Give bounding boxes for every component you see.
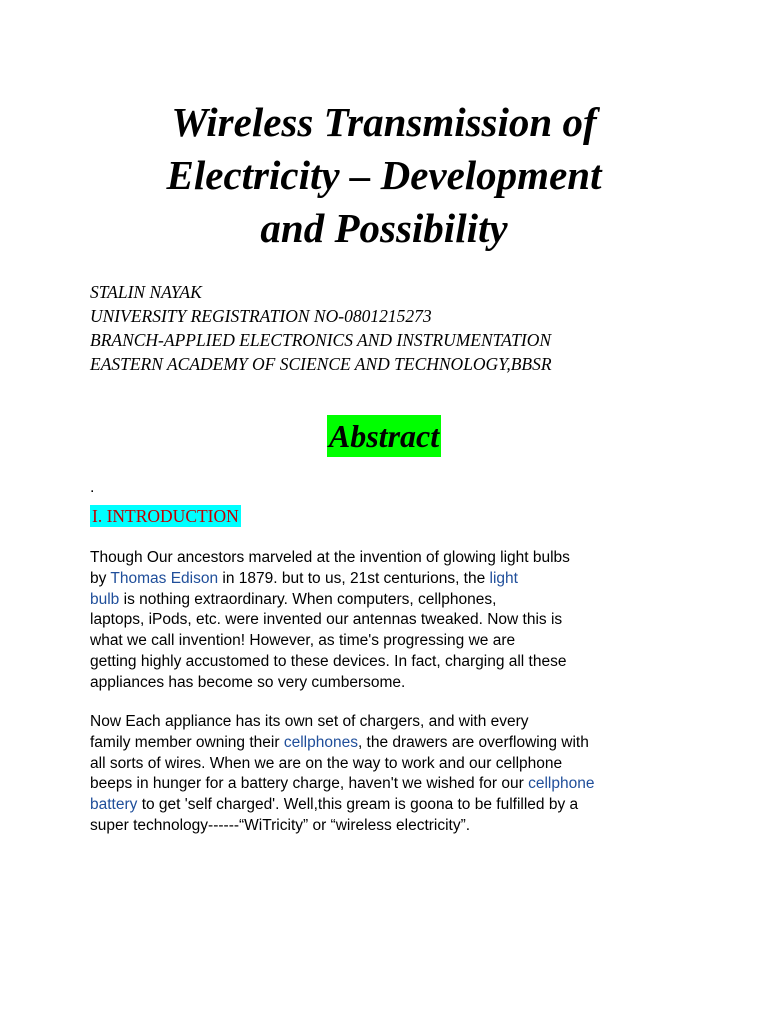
paragraph-1 xyxy=(90,548,680,694)
paragraph-line: laptops, iPods, etc. were invented our antennas tweaked. Now this is xyxy=(90,611,563,629)
abstract-heading-wrap xyxy=(0,415,768,457)
link-cellphone-battery-cont[interactable]: battery xyxy=(90,796,138,814)
section-heading-introduction: I. INTRODUCTION xyxy=(92,506,239,526)
paragraph-line: super technology------“WiTricity” or “wireless electricity”. xyxy=(90,816,471,834)
author-block xyxy=(90,280,552,376)
author-branch: BRANCH-APPLIED ELECTRONICS AND INSTRUMENTATION xyxy=(90,330,552,350)
paragraph-2 xyxy=(90,712,680,837)
paragraph-line xyxy=(90,569,680,590)
link-cellphones[interactable]: cellphones xyxy=(283,733,358,751)
paragraph-line: all sorts of wires. When we are on the way to work and our cellphone xyxy=(90,754,563,772)
paragraph-line: getting highly accustomed to these devices. In fact, charging all these xyxy=(90,652,567,670)
paragraph-line: appliances has become so very cumbersome. xyxy=(90,673,406,691)
title-line-3: and Possibility xyxy=(260,205,508,251)
author-name: STALIN NAYAK xyxy=(90,282,202,302)
paragraph-line: Though Our ancestors marveled at the invention of glowing light bulbs xyxy=(90,549,570,566)
paragraph-line: Now Each appliance has its own set of chargers, and with every xyxy=(90,713,529,730)
document-title xyxy=(60,96,708,255)
author-institute: EASTERN ACADEMY OF SCIENCE AND TECHNOLOGY,BBSR xyxy=(90,354,552,374)
text-run: family member owning their xyxy=(90,733,284,751)
link-thomas-edison[interactable]: Thomas Edison xyxy=(110,569,219,587)
text-run: is nothing extraordinary. When computers, cellphones, xyxy=(119,590,497,608)
paragraph-line xyxy=(90,733,680,754)
text-run: by xyxy=(90,569,111,587)
paragraph-line: what we call invention! However, as time's progressing we are xyxy=(90,632,516,650)
link-light-bulb[interactable]: light xyxy=(489,569,518,587)
text-run: in 1879. but to us, 21st centurions, the xyxy=(218,569,490,587)
link-light-bulb-cont[interactable]: bulb xyxy=(90,590,120,608)
title-line-1: Wireless Transmission of xyxy=(171,99,597,145)
title-line-2: Electricity – Development xyxy=(166,152,602,198)
paragraph-line xyxy=(90,774,680,795)
author-registration: UNIVERSITY REGISTRATION NO-0801215273 xyxy=(90,306,432,326)
paragraph-line xyxy=(90,795,680,816)
link-cellphone-battery[interactable]: cellphone xyxy=(528,775,595,793)
abstract-heading: Abstract xyxy=(327,415,441,457)
text-run: to get 'self charged'. Well,this gream is goona to be fulfilled by a xyxy=(137,796,579,814)
text-run: , the drawers are overflowing with xyxy=(357,733,589,751)
paragraph-line xyxy=(90,590,680,611)
bullet-dot: . xyxy=(90,479,95,496)
text-run: beeps in hunger for a battery charge, haven't we wished for our xyxy=(90,775,529,793)
